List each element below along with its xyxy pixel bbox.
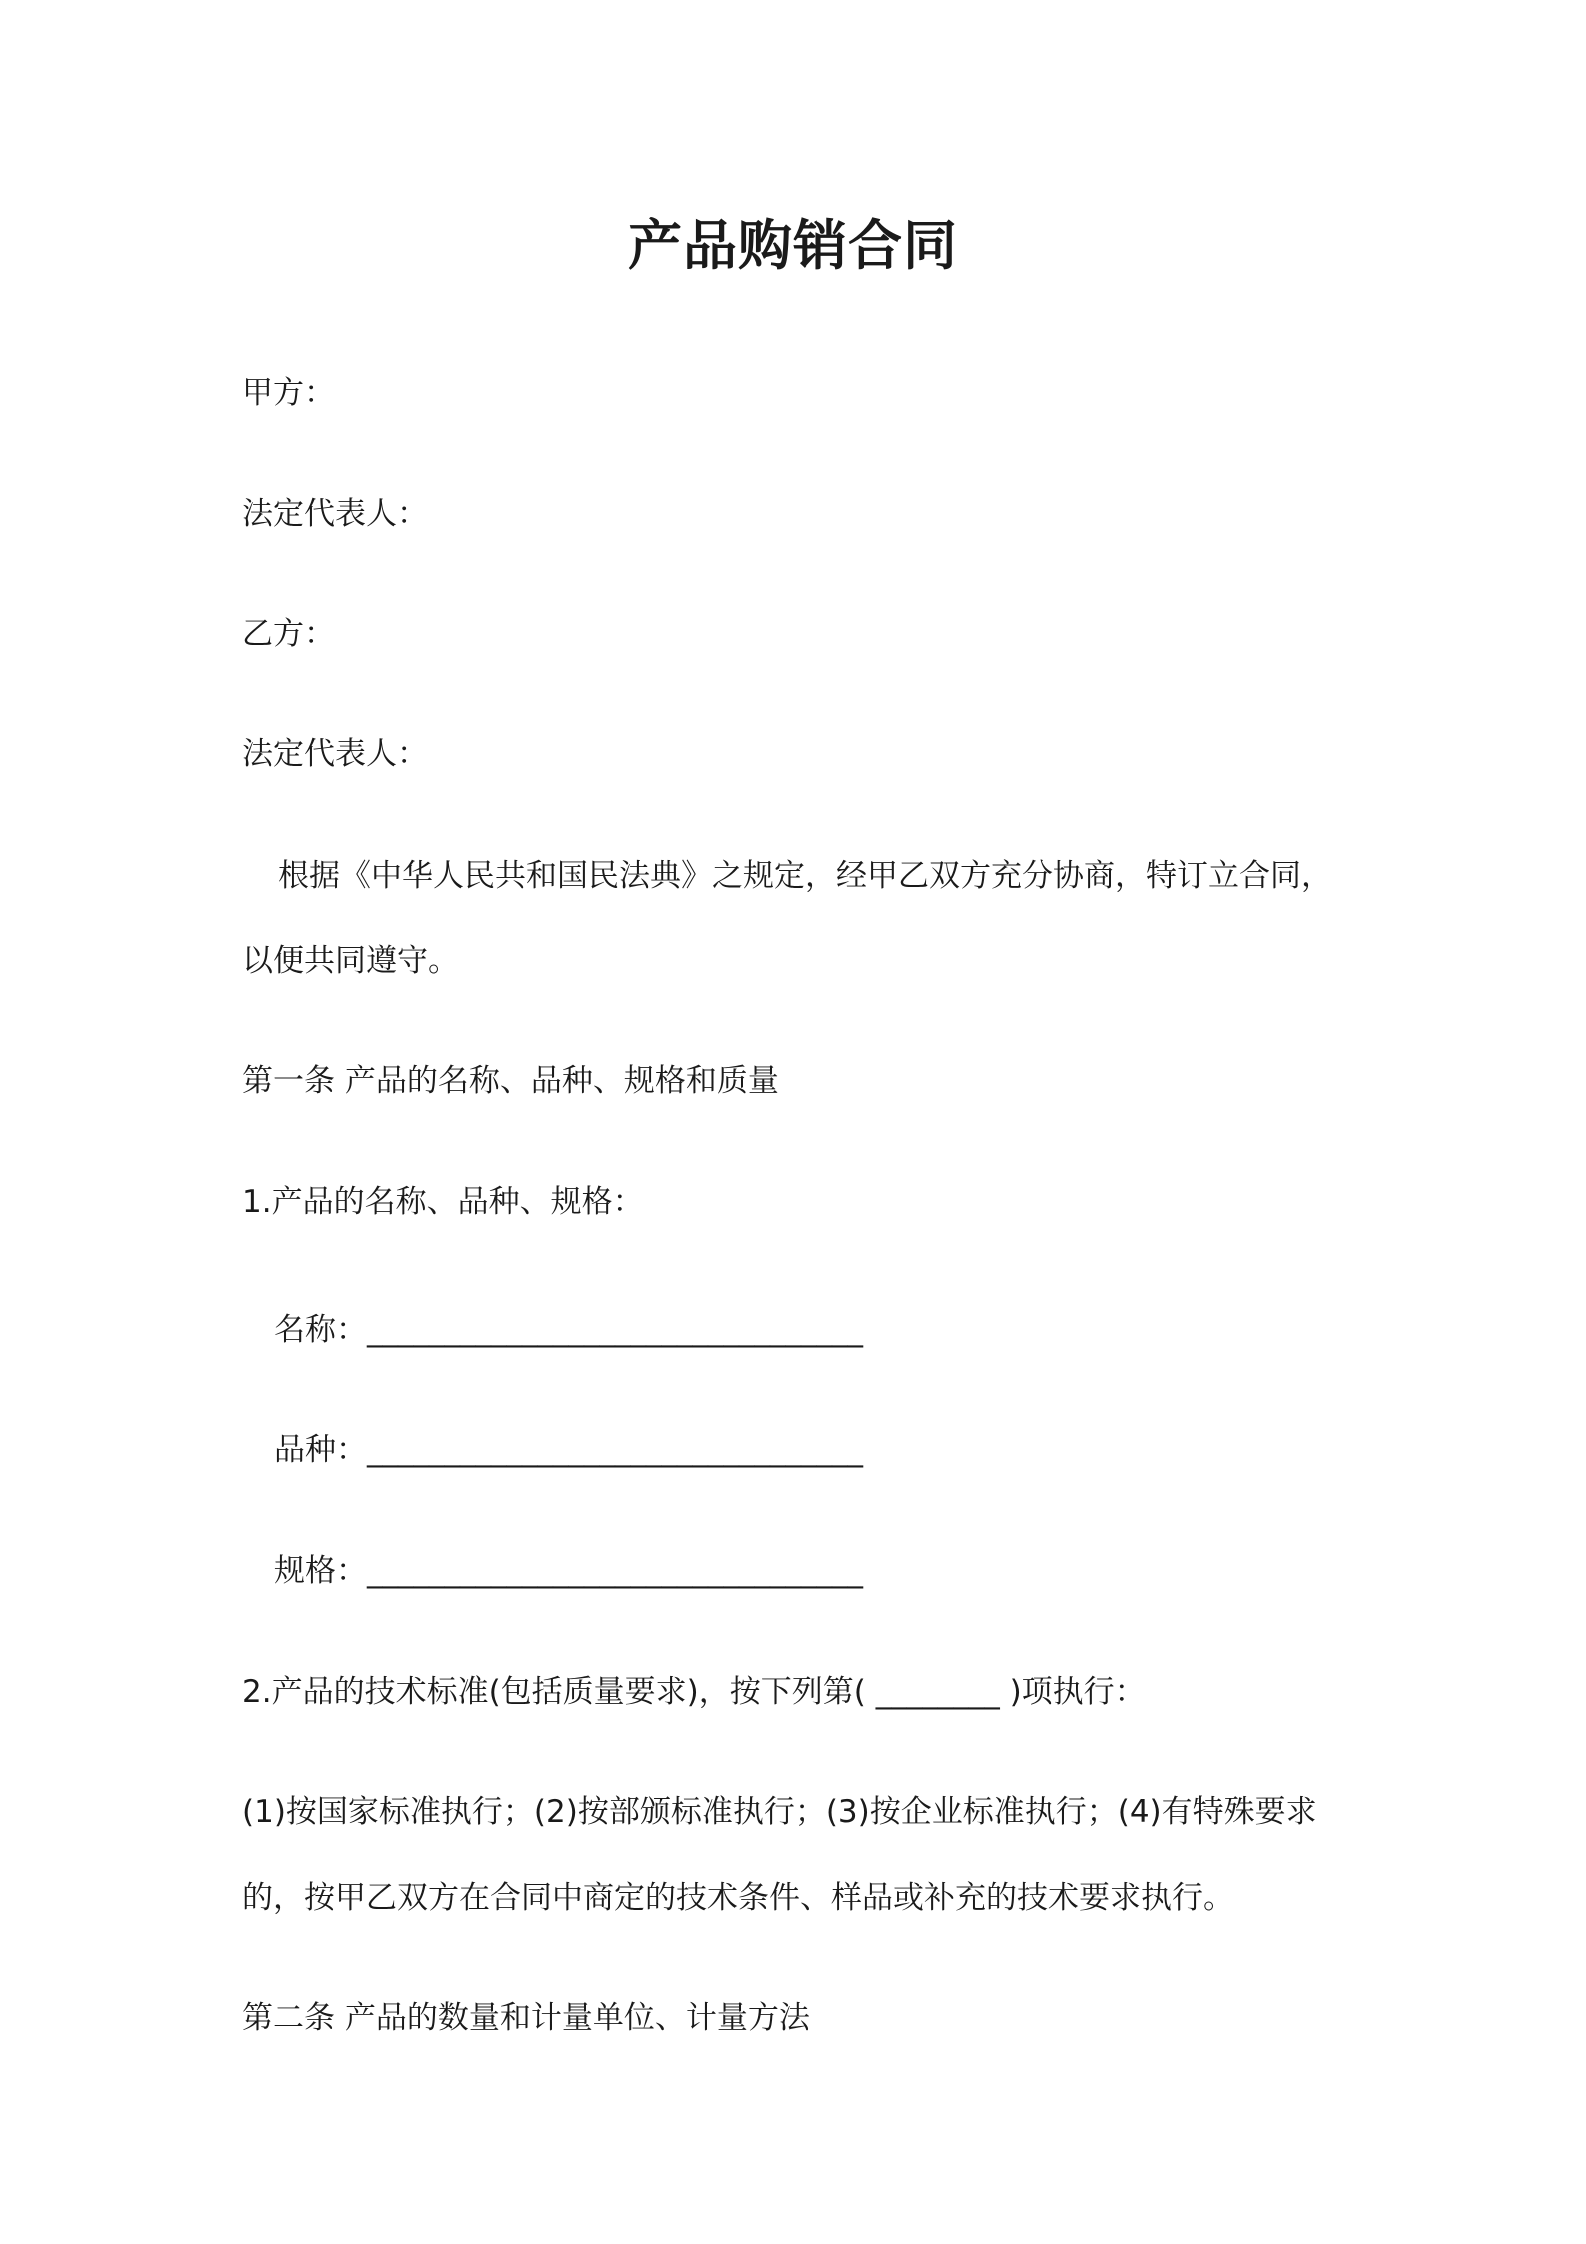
standards-line-1: (1)按国家标准执行；(2)按部颁标准执行；(3)按企业标准执行；(4)有特殊要求	[242, 1794, 1317, 1830]
document-title: 产品购销合同	[628, 214, 958, 277]
preamble-line-2: 以便共同遵守。	[242, 943, 459, 979]
field-spec-blank: 规格：________________________________	[274, 1553, 863, 1589]
article-2-heading: 第二条 产品的数量和计量单位、计量方法	[242, 2000, 810, 2036]
standards-line-2: 的，按甲乙双方在合同中商定的技术条件、样品或补充的技术要求执行。	[242, 1880, 1234, 1916]
party-a-label: 甲方：	[242, 375, 335, 411]
article-1-heading: 第一条 产品的名称、品种、规格和质量	[242, 1063, 779, 1099]
party-a-representative-label: 法定代表人：	[242, 496, 428, 532]
field-variety-blank: 品种：________________________________	[274, 1432, 863, 1468]
party-b-label: 乙方：	[242, 616, 335, 652]
item-2-text: 2.产品的技术标准(包括质量要求)，按下列第( ________ )项执行：	[242, 1674, 1146, 1710]
preamble-line-1: 根据《中华人民共和国民法典》之规定，经甲乙双方充分协商，特订立合同，	[278, 858, 1332, 894]
party-b-representative-label: 法定代表人：	[242, 736, 428, 772]
field-name-blank: 名称：________________________________	[274, 1312, 863, 1348]
item-1-text: 1.产品的名称、品种、规格：	[242, 1184, 644, 1220]
